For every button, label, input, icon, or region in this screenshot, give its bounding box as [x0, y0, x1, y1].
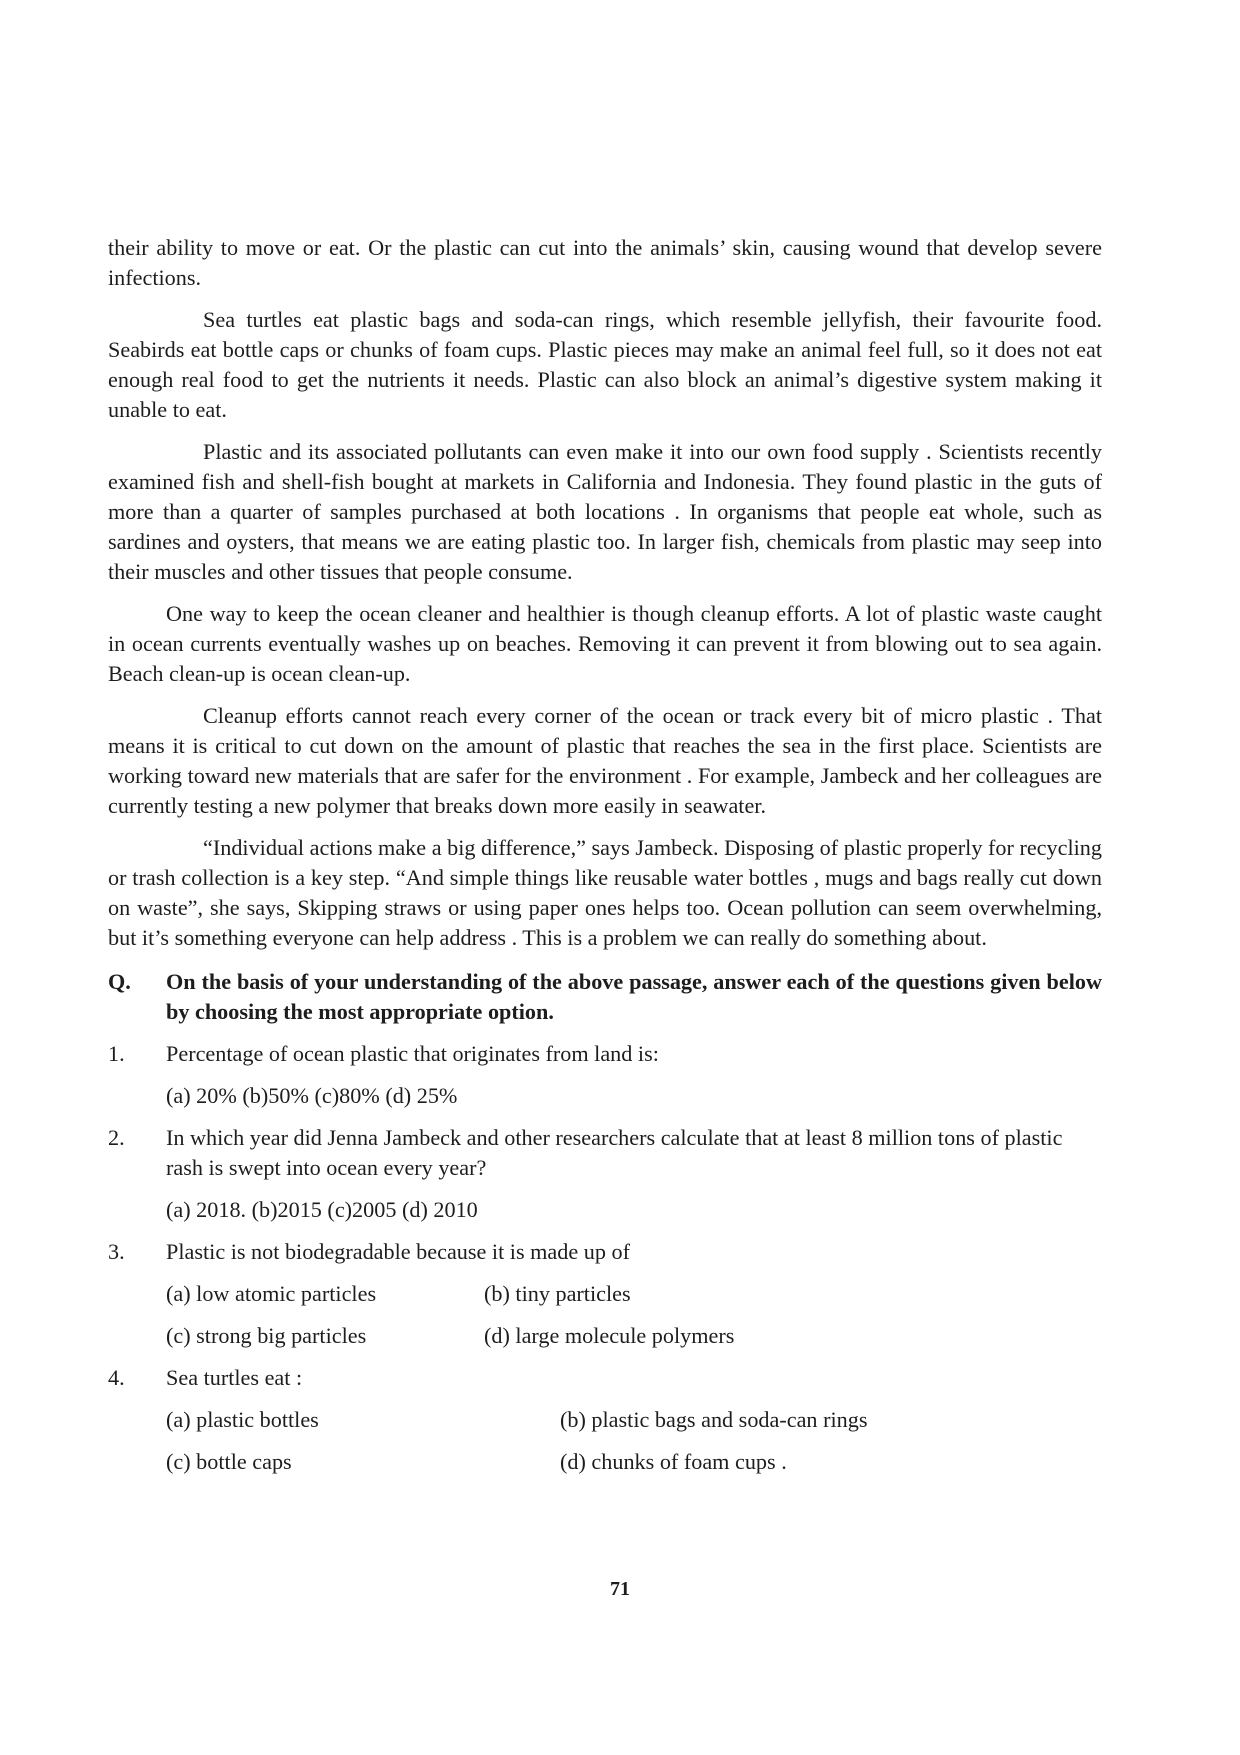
question-text: Plastic is not biodegradable because it is made up of [166, 1239, 630, 1264]
passage-paragraph-3: Plastic and its associated pollutants can even make it into our own food supply . Scientists recently examined fish and shell-fish bought at markets in California and Indonesia. They found plastic in the guts of more than a quarter of samples purchased at both locations . In organisms that people eat whole, such as sardines and oysters, that means we are eating plastic too. In larger fish, chemicals from plastic may seep into their muscles and other tissues that people consume. [108, 439, 1102, 584]
option-a: (a) low atomic particles [166, 1281, 377, 1306]
passage-paragraph-5: Cleanup efforts cannot reach every corner of the ocean or track every bit of micro plastic . That means it is critical to cut down on the amount of plastic that reaches the sea in the first place. Scientists are working toward new materials that are safer for the environment . For example, Jambeck and her colleagues are currently testing a new polymer that breaks down more easily in seawater. [108, 703, 1102, 818]
question-3 [108, 1237, 1102, 1267]
question-3-options-row-1 [166, 1279, 1102, 1309]
option-a: (a) plastic bottles [166, 1407, 319, 1432]
question-4 [108, 1363, 1102, 1393]
question-number: 4. [108, 1365, 125, 1390]
question-1 [108, 1039, 1102, 1069]
page-content [108, 233, 1102, 1489]
option-b: (b) tiny particles [484, 1281, 631, 1306]
option-c: (c) strong big particles [166, 1323, 367, 1348]
question-2-options: (a) 2018. (b)2015 (c)2005 (d) 2010 [166, 1197, 478, 1222]
question-instruction [108, 967, 1102, 1027]
question-3-options-row-2 [166, 1321, 1102, 1351]
passage-paragraph-2: Sea turtles eat plastic bags and soda-can rings, which resemble jellyfish, their favourite food. Seabirds eat bottle caps or chunks of foam cups. Plastic pieces may make an animal feel full, so it does not eat enough real food to get the nutrients it needs. Plastic can also block an animal’s digestive system making it unable to eat. [108, 307, 1102, 422]
question-number: 2. [108, 1125, 125, 1150]
question-text: Percentage of ocean plastic that originates from land is: [166, 1041, 659, 1066]
question-1-options: (a) 20% (b)50% (c)80% (d) 25% [166, 1083, 458, 1108]
option-b: (b) plastic bags and soda-can rings [560, 1407, 868, 1432]
question-2 [108, 1123, 1102, 1183]
option-d: (d) chunks of foam cups . [560, 1449, 787, 1474]
passage-paragraph-6: “Individual actions make a big difference,” says Jambeck. Disposing of plastic properly for recycling or trash collection is a key step. “And simple things like reusable water bottles , mugs and bags really cut down on waste”, she says, Skipping straws or using paper ones helps too. Ocean pollution can seem overwhelming, but it’s something everyone can help address . This is a problem we can really do something about. [108, 835, 1102, 950]
passage-paragraph-4: One way to keep the ocean cleaner and healthier is though cleanup efforts. A lot of plastic waste caught in ocean currents eventually washes up on beaches. Removing it can prevent it from blowing out to sea again. Beach clean-up is ocean clean-up. [108, 601, 1102, 686]
question-4-options-row-1 [166, 1405, 1102, 1435]
instruction-text: On the basis of your understanding of the above passage, answer each of the questions given below by choosing the most appropriate option. [166, 969, 1102, 1024]
question-text: In which year did Jenna Jambeck and other researchers calculate that at least 8 million tons of plastic rash is swept into ocean every year? [166, 1125, 1063, 1180]
question-text: Sea turtles eat : [166, 1365, 303, 1390]
page-number: 71 [610, 1578, 630, 1600]
option-d: (d) large molecule polymers [484, 1323, 735, 1348]
option-c: (c) bottle caps [166, 1449, 292, 1474]
question-4-options-row-2 [166, 1447, 1102, 1477]
passage-paragraph-1: their ability to move or eat. Or the plastic can cut into the animals’ skin, causing wound that develop severe infections. [108, 235, 1102, 290]
question-number: 3. [108, 1239, 125, 1264]
question-number: 1. [108, 1041, 125, 1066]
instruction-label: Q. [108, 969, 131, 994]
